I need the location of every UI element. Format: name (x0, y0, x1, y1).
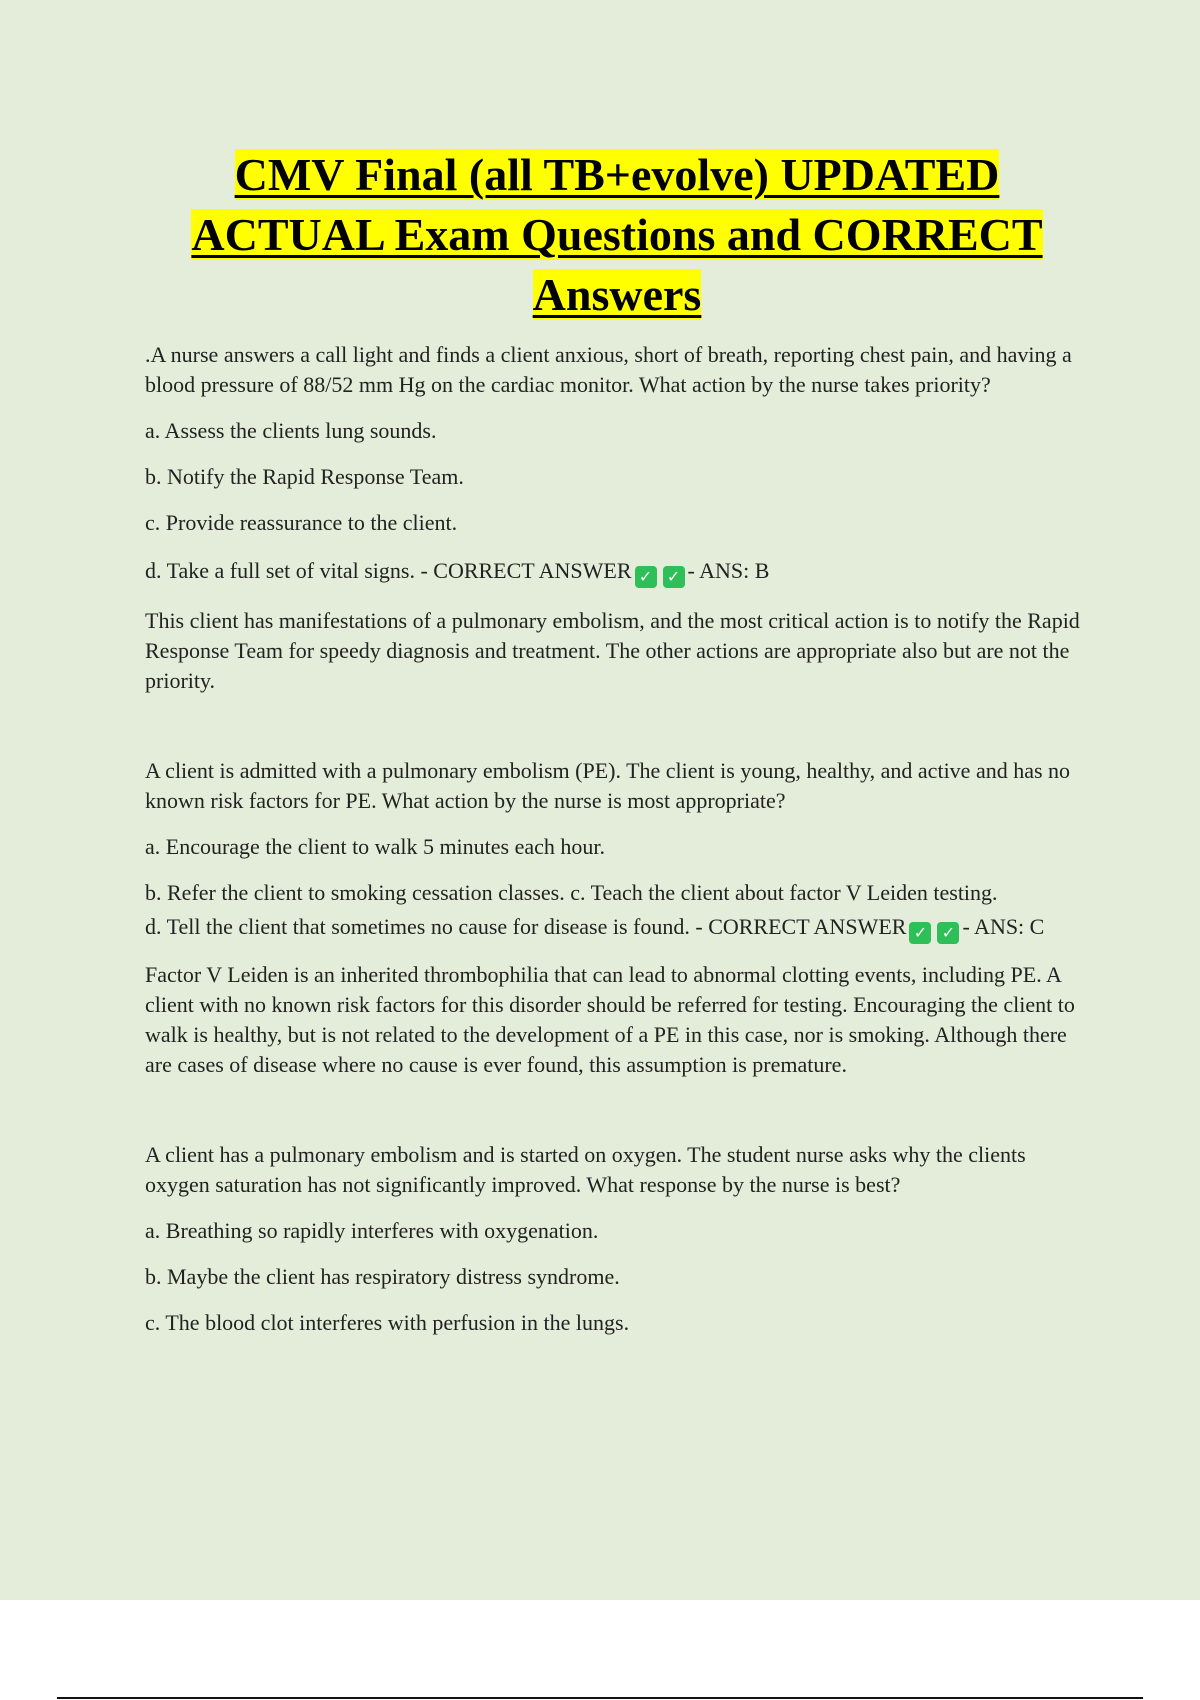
check-box-icon: ✓ (909, 922, 931, 944)
option-c: c. Provide reassurance to the client. (145, 510, 458, 535)
answer-key: - ANS: B (687, 558, 770, 583)
check-box-icon: ✓ (937, 922, 959, 944)
option-d-answer (145, 912, 1090, 944)
question-stem: A client has a pulmonary embolism and is started on oxygen. The student nurse asks why the clients oxygen saturation has not significantly improved. What response by the nurse is best? (145, 1142, 1026, 1197)
title-line-1: CMV Final (all TB+evolve) UPDATED (234, 149, 1000, 200)
title-line-3: Answers (532, 269, 702, 320)
option-b: b. Notify the Rapid Response Team. (145, 464, 464, 489)
rationale: This client has manifestations of a pulmonary embolism, and the most critical action is to notify the Rapid Response Team for speedy diagnosis and treatment. The other actions are appropriate also but are not the priority. (145, 608, 1080, 693)
question-3 (145, 1140, 1090, 1338)
option-a: a. Breathing so rapidly interferes with oxygenation. (145, 1218, 599, 1243)
question-stem: .A nurse answers a call light and finds a client anxious, short of breath, reporting chest pain, and having a blood pressure of 88/52 mm Hg on the cardiac monitor. What action by the nurse takes priority? (145, 342, 1072, 397)
question-stem: A client is admitted with a pulmonary embolism (PE). The client is young, healthy, and active and has no known risk factors for PE. What action by the nurse is most appropriate? (145, 758, 1071, 813)
option-b-c: b. Refer the client to smoking cessation classes. c. Teach the client about factor V Leiden testing. (145, 880, 998, 905)
document-body (145, 340, 1090, 1338)
check-box-icon: ✓ (663, 566, 685, 588)
option-d-answer (145, 556, 1090, 588)
option-d: d. Take a full set of vital signs. - CORRECT ANSWER (145, 558, 632, 583)
check-box-icon: ✓ (635, 566, 657, 588)
option-a: a. Assess the clients lung sounds. (145, 418, 437, 443)
question-2 (145, 756, 1090, 1080)
answer-key: - ANS: C (962, 914, 1045, 939)
option-d: d. Tell the client that sometimes no cause for disease is found. - CORRECT ANSWER (145, 914, 907, 939)
option-a: a. Encourage the client to walk 5 minutes each hour. (145, 834, 606, 859)
document-title (60, 145, 1174, 325)
option-c: c. The blood clot interferes with perfusion in the lungs. (145, 1310, 630, 1335)
rationale: Factor V Leiden is an inherited thrombophilia that can lead to abnormal clotting events, including PE. A client with no known risk factors for this disorder should be referred for testing. Encouraging the client to walk is healthy, but is not related to the development of a PE in this case, nor is smoking. Although there are cases of disease where no cause is ever found, this assumption is premature. (145, 962, 1075, 1077)
question-1 (145, 340, 1090, 696)
option-b: b. Maybe the client has respiratory distress syndrome. (145, 1264, 620, 1289)
footer-divider (57, 1697, 1143, 1699)
title-line-2: ACTUAL Exam Questions and CORRECT (191, 209, 1043, 260)
